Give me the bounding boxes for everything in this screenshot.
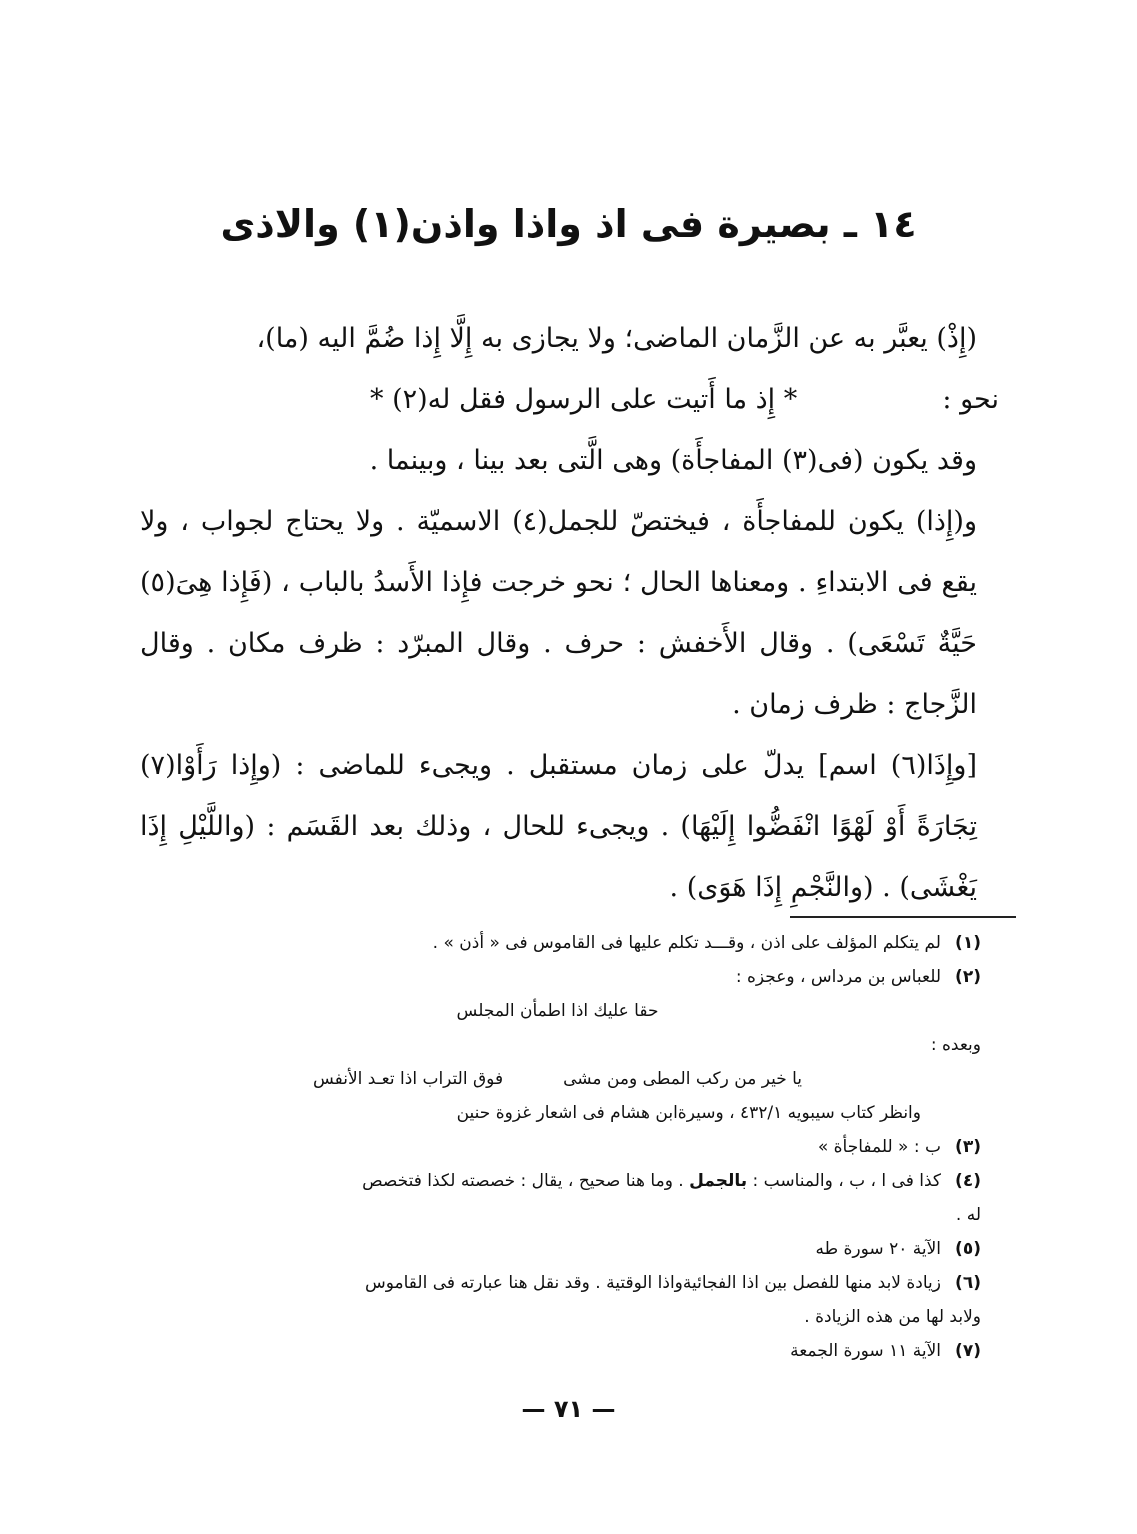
- paragraph-idh: (إِذْ) يعبَّر به عن الزَّمان الماضى؛ ولا يجازى به إِلَّا إِذا ضُمَّ اليه (ما)،: [256, 323, 977, 354]
- footnote-text-part: . وما هنا صحيح ، يقال : خصصته لكذا فتخصص: [362, 1171, 690, 1191]
- main-text: [140, 308, 999, 918]
- footnote-text: [134, 1164, 941, 1198]
- footnote-text: زيادة لابد منها للفصل بين اذا الفجائيةواذا الوقتية . وقد نقل هنا عبارته فى القاموس: [364, 1273, 941, 1293]
- footnote-number: (٥): [955, 1239, 981, 1259]
- example-label: نحو :: [942, 384, 999, 415]
- verse-second-half: فوق التراب اذا تعـد الأنفس: [312, 1069, 504, 1089]
- footnote-2-reference: وانظر كتاب سيبويه ٤٣٢/١ ، وسيرةابن هشام فى اشعار غزوة حنين: [456, 1103, 921, 1123]
- footnote-number: (٢): [955, 967, 981, 987]
- footnote-2-after: وبعده :: [930, 1035, 981, 1055]
- footnote-text: للعباس بن مرداس ، وعجزه :: [735, 967, 941, 987]
- footnote-text: ب : « للمفاجأة »: [817, 1137, 941, 1157]
- footnote-number: (٤): [955, 1171, 981, 1191]
- footnote-6-continued: ولابد لها من هذه الزيادة .: [804, 1307, 981, 1327]
- footnote-7: [134, 1334, 981, 1368]
- footnote-4-continued: له .: [955, 1205, 981, 1225]
- footnote-3: [134, 1130, 981, 1164]
- page-number: — ٧١ —: [521, 1395, 616, 1423]
- footnote-number: (١): [955, 933, 981, 953]
- footnote-text-part: كذا فى ا ، ب ، والمناسب :: [747, 1171, 941, 1191]
- paragraph-idha-future: [وإِذَا(٦) اسم] يدلّ على زمان مستقبل . ويجىء للماضى : (وإِذا رَأَوْا(٧) تِجَارَةً أَوْ لَهْوًا انْفَضُّوا إِلَيْهَا) . ويجىء للحال ، وذلك بعد القَسَم : (واللَّيْلِ إِذَا يَغْشَى) . (والنَّجْمِ إِذَا هَوَى) .: [140, 750, 977, 903]
- footnote-6: [134, 1266, 981, 1300]
- footnote-number: (٦): [955, 1273, 981, 1293]
- footnote-number: (٣): [955, 1137, 981, 1157]
- footnote-5: [134, 1232, 981, 1266]
- paragraph-idha-surprise: و(إِذا) يكون للمفاجأَة ، فيختصّ للجمل(٤) الاسميّة . ولا يحتاج لجواب ، ولا يقع فى الابتداءِ . ومعناها الحال ؛ نحو خرجت فإِذا الأَسدُ بالباب ، (فَإِذا هِىَ(٥) حَيَّةٌ تَسْعَى) . وقال الأَخفش : حرف . وقال المبرّد : ظرف مكان . وقال الزَّجاج : ظرف زمان .: [140, 506, 978, 720]
- footnote-2-hemistich: حقا عليك اذا اطمأن المجلس: [456, 1001, 659, 1021]
- footnote-4: [134, 1164, 981, 1198]
- footnote-text: لم يتكلم المؤلف على اذن ، وقـــد تكلم عليها فى القاموس فى « أذن » .: [432, 933, 941, 953]
- footnote-1: [134, 926, 981, 960]
- example-verse: * إِذ ما أَتيت على الرسول فقل له(٢) *: [370, 384, 798, 415]
- footnote-number: (٧): [955, 1341, 981, 1361]
- section-title: ١٤ ـ بصيرة فى اذ واذا واذن(١) والاذى: [220, 202, 917, 246]
- footnote-2-verse: [134, 1062, 981, 1096]
- verse-first-half: يا خير من ركب المطى ومن مشى: [563, 1069, 803, 1089]
- example-verse-line: [140, 369, 999, 430]
- footnote-2: [134, 960, 981, 994]
- footnote-text: الآية ١١ سورة الجمعة: [790, 1341, 941, 1361]
- footnote-separator: [790, 916, 1016, 918]
- footnote-text: الآية ٢٠ سورة طه: [815, 1239, 941, 1259]
- footnotes: [134, 926, 981, 1368]
- paragraph-surprise: وقد يكون (فى(٣) المفاجأَة) وهى الَّتى بعد بينا ، وبينما .: [369, 445, 977, 476]
- footnote-bold-word: بالجمل: [689, 1171, 748, 1191]
